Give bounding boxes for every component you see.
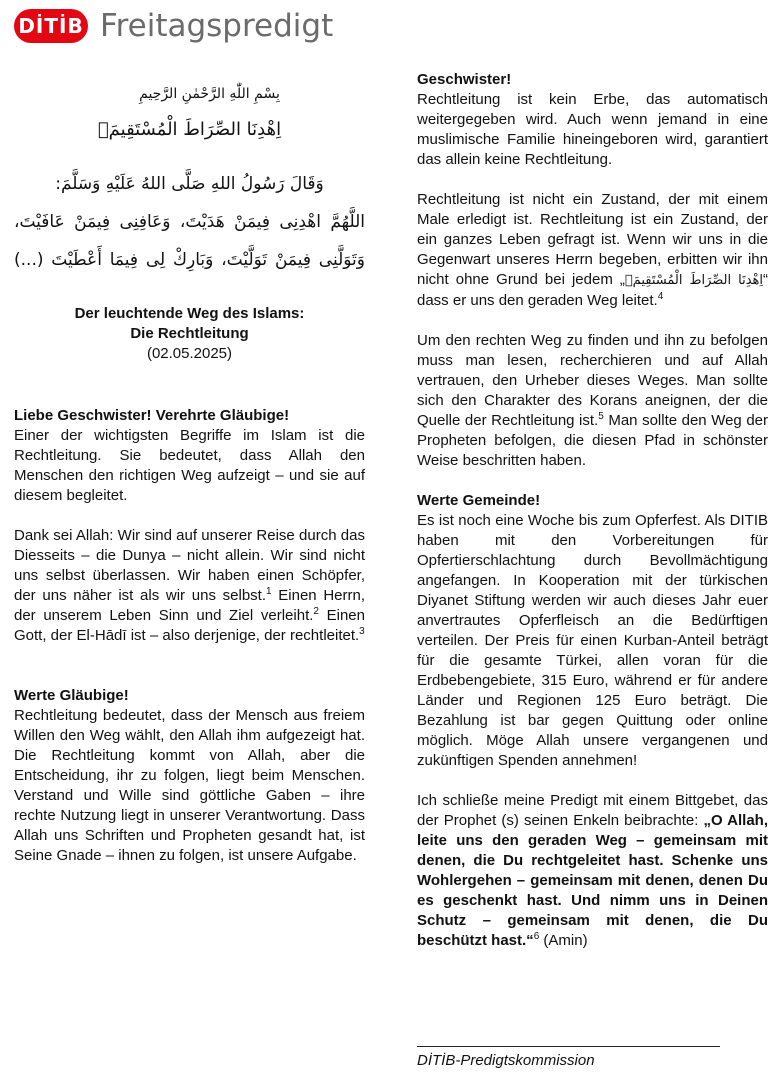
page-header xyxy=(14,6,333,46)
inline-arabic-verse: اِهْدِنَا الصِّرَاطَ الْمُسْتَقِيمَۙ xyxy=(624,273,763,288)
left-paragraph-2-part-a: Dank sei Allah: Wir sind auf unserer Reise durch das Diesseits – die Dunya – nicht allein. Wir sind nicht uns selbst überlassen. Wir haben einen Schöpfer, der uns näher ist als wir uns selbst. xyxy=(14,527,365,604)
right-paragraph-2 xyxy=(417,190,768,311)
dua-line-2: وَتَوَلَّنِى فِيمَنْ تَوَلَّيْتَ، وَبَارِكْ لِى فِيمَا أَعْطَيْتَ (...) xyxy=(14,250,365,270)
right-paragraph-3 xyxy=(417,331,768,471)
page-title: Freitagspredigt xyxy=(100,8,334,44)
signature-line xyxy=(417,1046,720,1047)
right-paragraph-3-part-a: Um den rechten Weg zu finden und ihn zu befolgen muss man lesen, recherchieren und auf Allah vertrauen, den Urheber dieses Weges. Man sollte sich den Charakter des Korans aneignen, der die Quelle der Rechtleitung ist. xyxy=(417,332,768,429)
sermon-title xyxy=(14,304,365,344)
right-paragraph-2-part-b: “ dass er uns den geraden Weg leitet. xyxy=(417,271,768,309)
right-paragraph-4: Es ist noch eine Woche bis zum Opferfest. Als DITIB haben mit den Vorbereitungen für Opfertierschlachtung durch Bevollmächtigung angefangen. In Kooperation mit der türkischen Diyanet Stiftung werden wir auch dieses Jahr euer anvertrautes Opferfleisch an die Bedürftigen verteilen. Der Preis für einen Kurban-Anteil beträgt für die gesamte Türkei, allen voran für die Erdbebengebiete, 315 Euro, während er für andere Länder und Regionen 125 Euro beträgt. Die Bezahlung ist bar gegen Quittung oder online möglich. Möge Allah unsere vergangenen und zukünftigen Spenden annehmen! xyxy=(417,512,768,769)
left-paragraph-2-part-c: Einen Gott, der El-Hādī ist – also derjenige, der rechtleitet. xyxy=(14,607,365,644)
left-paragraph-2 xyxy=(14,526,365,646)
left-heading-2: Werte Gläubige! xyxy=(14,687,129,704)
left-paragraph-3: Rechtleitung bedeutet, dass der Mensch aus freiem Willen den Weg wählt, den Allah ihm aufgezeigt hat. Die Rechtleitung kommt von Allah, aber die Entscheidung, ihr zu folgen, liegt beim Menschen. Verstand und Wille sind göttliche Gaben – ihre rechte Nutzung liegt in unserer Verantwortung. Dass Allah uns Schriften und Propheten gesandt hat, ist Seine Gnade – ihnen zu folgen, ist unsere Aufgabe. xyxy=(14,707,365,864)
footnote-5: 5 xyxy=(598,411,604,422)
right-paragraph-1: Rechtleitung ist kein Erbe, das automatisch weitergegeben wird. Auch wenn jemand in eine muslimische Familie hineingeboren wird, garantiert das allein keine Rechtleitung. xyxy=(417,91,768,168)
footnote-6: 6 xyxy=(533,931,540,942)
right-column xyxy=(417,70,768,951)
right-heading-1: Geschwister! xyxy=(417,71,512,88)
sermon-title-line-2: Die Rechtleitung xyxy=(130,325,249,342)
ditib-logo xyxy=(14,9,88,43)
footnote-2: 2 xyxy=(313,606,319,617)
sermon-title-line-1: Der leuchtende Weg des Islams: xyxy=(74,305,305,322)
footnote-4: 4 xyxy=(657,291,664,302)
quran-verse: اِهْدِنَا الصِّرَاطَ الْمُسْتَقِيمَۙ xyxy=(97,119,282,140)
logo-text: DİTİB xyxy=(18,14,84,38)
hadith-intro: وَقَالَ رَسُولُ اللهِ صَلَّى اللهُ عَلَيْهِ وَسَلَّمَ: xyxy=(55,174,324,194)
basmala: بِسْمِ اللّٰهِ الرَّحْمٰنِ الرَّحِيمِ xyxy=(139,86,280,102)
right-heading-2: Werte Gemeinde! xyxy=(417,492,541,509)
sermon-date: (02.05.2025) xyxy=(146,345,233,362)
right-paragraph-2-part-a: Rechtleitung ist nicht ein Zustand, der mit einem Male erledigt ist. Rechtleitung ist ein Zustand, der ein ganzes Leben gefragt ist. Wenn wir uns in die Gegenwart unseres Herrn begeben, erbitten wir ihn nicht ohne Grund bei jedem „ xyxy=(417,191,768,288)
left-paragraph-1: Einer der wichtigsten Begriffe im Islam ist die Rechtleitung. Sie bedeutet, dass Allah den Menschen den richtigen Weg aufzeigt – und sie auf diesem begleitet. xyxy=(14,427,365,504)
footnote-1: 1 xyxy=(266,586,272,597)
dua-line-1: اللَّهُمَّ اهْدِنِى فِيمَنْ هَدَيْتَ، وَعَافِنِى فِيمَنْ عَافَيْتَ، xyxy=(14,212,365,232)
left-paragraph-2-part-b: Einen Herrn, der unserem Leben Sinn und Ziel verleiht. xyxy=(14,587,365,624)
closing-prayer: „O Allah, leite uns den geraden Weg – gemeinsam mit denen, die Du rechtgeleitet hast. Schenke uns Wohlergehen – gemeinsam mit denen, denen Du es geschenkt hast. Und nimm uns in Deinen Schutz – gemeinsam mit denen, die Du beschützt hast.“ xyxy=(417,812,768,949)
left-column xyxy=(14,80,365,866)
right-paragraph-5-intro: Ich schließe meine Predigt mit einem Bittgebet, das der Prophet (s) seinen Enkeln beibrachte: xyxy=(417,792,768,829)
right-paragraph-5 xyxy=(417,791,768,951)
signature: DİTİB-Predigtskommission xyxy=(417,1052,595,1069)
amin-text: (Amin) xyxy=(539,932,588,949)
right-paragraph-3-part-b: Man sollte den Weg der Propheten befolgen, die diesen Pfad in schönster Weise beschritten haben. xyxy=(417,412,768,469)
left-heading-1: Liebe Geschwister! Verehrte Gläubige! xyxy=(14,407,290,424)
footnote-3: 3 xyxy=(359,626,365,637)
